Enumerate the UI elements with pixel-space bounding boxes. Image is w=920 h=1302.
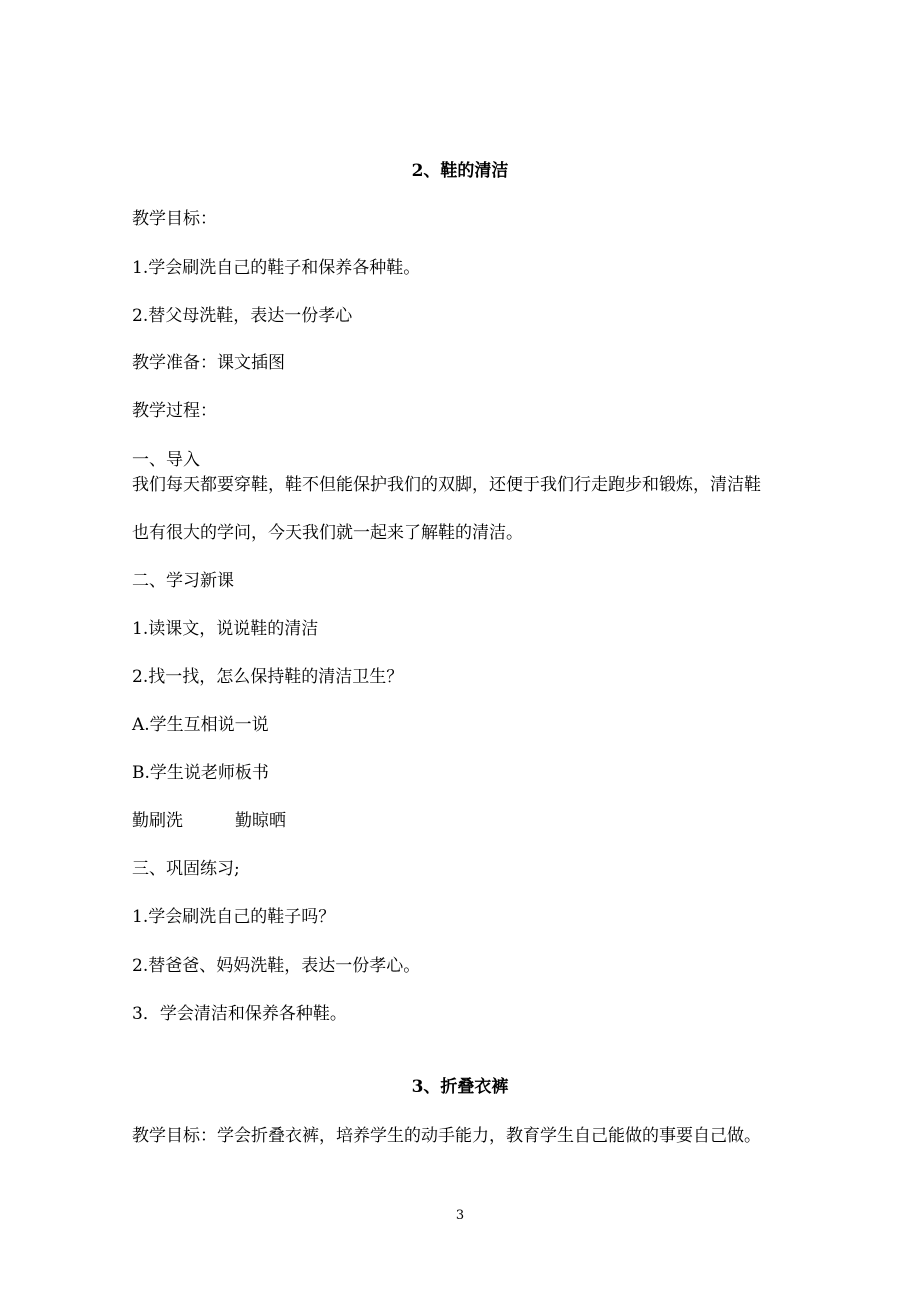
intro-paragraph-line-1: 我们每天都要穿鞋，鞋不但能保护我们的双脚，还便于我们行走跑步和锻炼，清洁鞋: [132, 475, 761, 495]
board-item-2: 勤晾晒: [235, 811, 286, 831]
board-items-row: [132, 810, 286, 832]
page-number: 3: [455, 1208, 465, 1223]
practice-item-2: 2.替爸爸、妈妈洗鞋，表达一份孝心。: [132, 956, 421, 976]
section-3-title: 3、折叠衣裤: [411, 1077, 509, 1097]
practice-heading: 三、巩固练习;: [132, 859, 240, 879]
practice-item-3: 3．学会清洁和保养各种鞋。: [132, 1004, 347, 1024]
new-lesson-item-a: A.学生互相说一说: [132, 715, 269, 735]
preparation-line: 教学准备：课文插图: [132, 353, 285, 373]
new-lesson-heading: 二、学习新课: [132, 571, 234, 591]
intro-heading: 一、导入: [132, 450, 200, 470]
board-item-1: 勤刷洗: [132, 811, 183, 831]
process-label: 教学过程：: [132, 401, 217, 421]
goal-label: 教学目标：: [132, 209, 217, 229]
section-3-goal: 教学目标：学会折叠衣裤，培养学生的动手能力，教育学生自己能做的事要自己做。: [132, 1126, 761, 1146]
goal-item-1: 1.学会刷洗自己的鞋子和保养各种鞋。: [132, 258, 421, 278]
intro-paragraph-line-2: 也有很大的学问，今天我们就一起来了解鞋的清洁。: [132, 523, 523, 543]
new-lesson-item-2: 2.找一找，怎么保持鞋的清洁卫生？: [132, 667, 404, 687]
new-lesson-item-b: B.学生说老师板书: [132, 763, 269, 783]
section-2-title: 2、鞋的清洁: [411, 161, 509, 181]
practice-item-1: 1.学会刷洗自己的鞋子吗？: [132, 907, 336, 927]
goal-item-2: 2.替父母洗鞋，表达一份孝心: [132, 306, 353, 326]
new-lesson-item-1: 1.读课文，说说鞋的清洁: [132, 619, 319, 639]
